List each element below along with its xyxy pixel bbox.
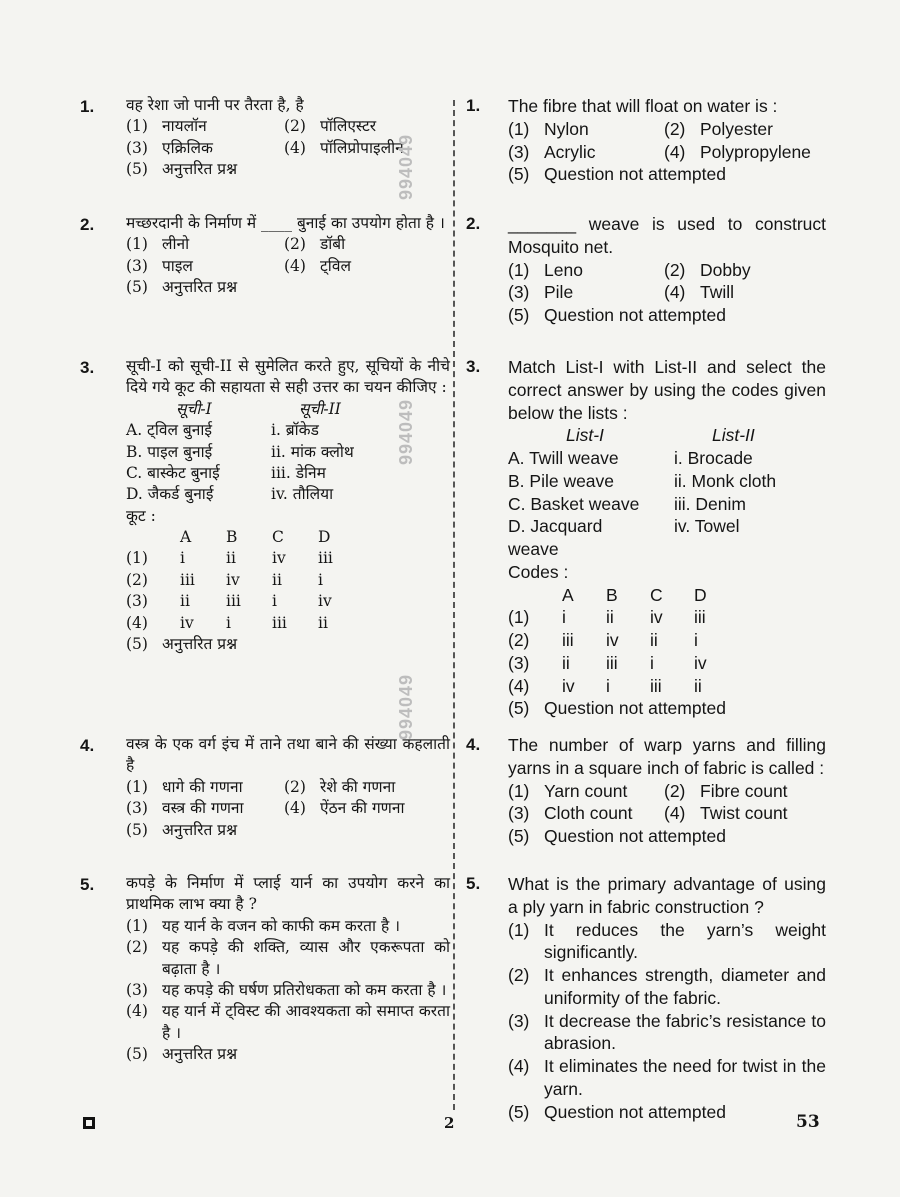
list-1-item: D. Jacquard weave (508, 516, 603, 559)
options (508, 780, 826, 826)
question-number: 3. (466, 357, 481, 376)
list-2-item: i. ब्रॉकेड (271, 421, 319, 440)
question-number: 2. (80, 215, 95, 234)
question-number: 2. (466, 214, 481, 233)
option-5[interactable]: (5) अनुत्तरित प्रश्न (126, 820, 238, 839)
watermark-1: 994049 (396, 133, 416, 200)
page-number-center: 2 (444, 1114, 455, 1132)
options (126, 234, 450, 277)
codes-header: A B C D (562, 584, 707, 605)
option-2[interactable]: (2) रेशे की गणना (284, 777, 396, 796)
question-4-english (466, 734, 826, 873)
option-1[interactable]: (1) नायलॉन (126, 117, 207, 136)
corner-square-mark (83, 1117, 95, 1129)
option-3[interactable]: (3) वस्त्र की गणना (126, 799, 244, 818)
option-5[interactable]: (5) Question not attempted (508, 305, 726, 325)
option-4[interactable]: (4) Twill (664, 282, 735, 303)
option-3[interactable]: (3) It decrease the fabric’s resistance to abrasion. (508, 1010, 826, 1054)
option-4[interactable]: (4) It eliminates the need for twist in the yarn. (508, 1056, 826, 1099)
watermark-2: 994049 (396, 398, 416, 465)
option-2[interactable]: (2) Polyester (664, 118, 773, 139)
list-2-heading: सूची-II (299, 399, 341, 418)
option-5[interactable]: (5) Question not attempted (508, 826, 726, 846)
list-1-item: D. जैकर्ड बुनाई (126, 485, 214, 504)
question-text: सूची-I को सूची-II से सुमेलित करते हुए, सूचियों के नीचे दिये गये कूट की सहायता से सही उत्तर का चयन कीजिए : (126, 357, 450, 397)
option-1[interactable]: (1) धागे की गणना (126, 777, 243, 796)
question-number: 5. (80, 875, 95, 894)
question-4-hindi (80, 734, 450, 873)
question-text: What is the primary advantage of using a ply yarn in fabric construction ? (508, 874, 826, 917)
list-2-item: iv. Towel (674, 516, 740, 537)
option-1[interactable]: (1) It reduces the yarn’s weight significantly. (508, 919, 826, 963)
option-2[interactable]: (2) Dobby (664, 259, 751, 280)
list-2-item: ii. Monk cloth (674, 470, 777, 491)
question-2-english (466, 213, 826, 356)
question-text: वस्त्र के एक वर्ग इंच में ताने तथा बाने की संख्या कहलाती है (126, 735, 450, 775)
option-1[interactable]: (1) यह यार्न के वजन को काफी कम करता है । (126, 916, 400, 935)
match-lists (508, 424, 826, 561)
question-5-english (466, 873, 826, 1123)
codes-table (126, 527, 364, 634)
question-text: कपड़े के निर्माण में प्लाई यार्न का उपयोग करने का प्राथमिक लाभ क्या है ? (126, 874, 450, 914)
codes-label: Codes : (508, 561, 569, 582)
list-1-item: C. Basket weave (508, 493, 640, 514)
list-1-heading: List-I (566, 425, 604, 446)
question-3-hindi (80, 356, 450, 734)
codes-table (508, 584, 738, 698)
list-1-heading: सूची-I (176, 399, 212, 418)
option-3[interactable]: (3) Acrylic (508, 141, 596, 162)
code-option-3[interactable]: (3) ii iii i iv (126, 592, 332, 611)
question-1-hindi (80, 95, 450, 213)
question-text: The fibre that will float on water is : (508, 96, 778, 116)
option-5[interactable]: (5) अनुत्तरित प्रश्न (126, 1045, 238, 1063)
question-text: _______ weave is used to construct Mosquito net. (508, 214, 826, 257)
code-option-2[interactable]: (2) iii iv ii i (508, 630, 698, 650)
question-2-hindi (80, 213, 450, 356)
question-text: मच्छरदानी के निर्माण में ____ बुनाई का उपयोग होता है । (126, 214, 445, 232)
code-option-4[interactable]: (4) iv i iii ii (508, 675, 702, 696)
list-2-item: iii. डेनिम (271, 463, 326, 482)
list-1-item: A. ट्विल बुनाई (126, 421, 213, 440)
option-3[interactable]: (3) Cloth count (508, 803, 633, 824)
code-option-1[interactable]: (1) i ii iv iii (126, 549, 333, 568)
question-3-english (466, 356, 826, 734)
option-3[interactable]: (3) यह कपड़े की घर्षण प्रतिरोधकता को कम करता है । (126, 980, 447, 999)
option-1[interactable]: (1) Leno (508, 259, 583, 280)
option-4[interactable]: (4) Twist count (664, 803, 788, 824)
code-option-2[interactable]: (2) iii iv ii i (126, 570, 323, 589)
list-1-item: C. बास्केट बुनाई (126, 463, 220, 482)
option-3[interactable]: (3) एक्रिलिक (126, 138, 213, 157)
column-divider (453, 100, 455, 1110)
question-5-hindi (80, 873, 450, 1065)
english-column (466, 95, 826, 1123)
question-number: 5. (466, 874, 481, 893)
watermark-3: 994049 (396, 673, 416, 740)
question-number: 1. (80, 97, 95, 116)
question-number: 4. (466, 735, 481, 754)
option-2[interactable]: (2) डॉबी (284, 235, 346, 254)
question-number: 4. (80, 736, 95, 755)
question-number: 1. (466, 96, 481, 115)
list-2-item: iii. Denim (674, 493, 746, 514)
options (508, 259, 826, 305)
option-5[interactable]: (5) Question not attempted (508, 164, 726, 185)
hindi-column (80, 95, 450, 1065)
option-1[interactable]: (1) Yarn count (508, 780, 628, 801)
question-number: 3. (80, 358, 95, 377)
options (508, 118, 826, 164)
codes-header: A B C D (180, 528, 331, 546)
option-2[interactable]: (2) पॉलिएस्टर (284, 117, 377, 136)
option-2[interactable]: (2) It enhances strength, diameter and uniformity of the fabric. (508, 965, 826, 1008)
option-4[interactable]: (4) ऐंठन की गणना (284, 799, 405, 818)
question-1-english (466, 95, 826, 213)
option-5[interactable]: (5) अनुत्तरित प्रश्न (126, 278, 238, 297)
options (126, 777, 450, 820)
option-2[interactable]: (2) Fibre count (664, 780, 788, 801)
list-1-item: B. Pile weave (508, 470, 615, 491)
option-1[interactable]: (1) Nylon (508, 118, 589, 139)
option-4[interactable]: (4) ट्विल (284, 256, 351, 275)
page-number-right: 53 (796, 1112, 820, 1132)
option-5[interactable]: (5) Question not attempted (508, 1101, 726, 1122)
code-option-3[interactable]: (3) ii iii i iv (508, 652, 707, 673)
option-4[interactable]: (4) यह यार्न में ट्विस्ट की आवश्यकता को समाप्त करता है । (126, 1002, 450, 1042)
option-4[interactable]: (4) Polypropylene (664, 141, 811, 162)
code-option-1[interactable]: (1) i ii iv iii (508, 607, 706, 628)
option-3[interactable]: (3) पाइल (126, 256, 193, 275)
option-1[interactable]: (1) लीनो (126, 235, 190, 254)
list-2-item: iv. तौलिया (271, 485, 334, 504)
option-4[interactable]: (4) पॉलिप्रोपाइलीन (284, 138, 404, 157)
question-text: Match List-I with List-II and select the correct answer by using the codes given below the lists : (508, 357, 826, 423)
list-2-item: i. Brocade (674, 448, 753, 468)
codes-label: कूट : (126, 506, 156, 525)
question-text: वह रेशा जो पानी पर तैरता है, है (126, 96, 304, 114)
option-3[interactable]: (3) Pile (508, 282, 574, 303)
list-2-heading: List-II (712, 425, 755, 446)
option-2[interactable]: (2) यह कपड़े की शक्ति, व्यास और एकरूपता को बढ़ाता है । (126, 938, 450, 978)
code-option-4[interactable]: (4) iv i iii ii (126, 613, 328, 632)
option-5[interactable]: (5) अनुत्तरित प्रश्न (126, 634, 238, 653)
question-text: The number of warp yarns and filling yarns in a square inch of fabric is called : (508, 735, 826, 778)
list-2-item: ii. मांक क्लोथ (271, 442, 354, 461)
list-1-item: B. पाइल बुनाई (126, 442, 213, 461)
option-5[interactable]: (5) Question not attempted (508, 698, 726, 719)
option-5[interactable]: (5) अनुत्तरित प्रश्न (126, 160, 238, 179)
list-1-item: A. Twill weave (508, 448, 619, 468)
